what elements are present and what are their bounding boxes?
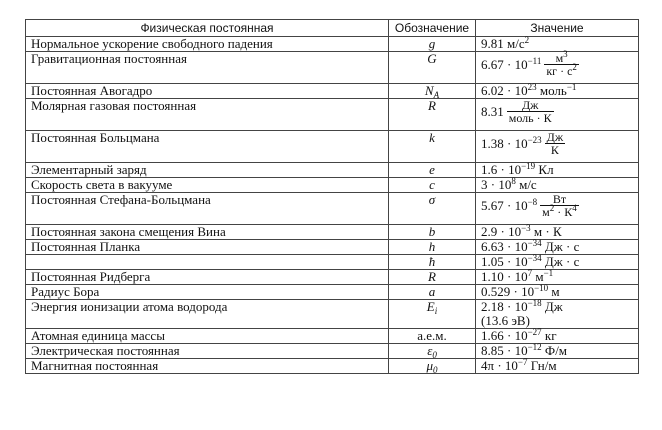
constant-symbol: $\mu_0$ <box>389 359 476 374</box>
table-row <box>26 193 639 225</box>
constant-value: $8.85 \cdot 10^{-12}$ Ф/м <box>476 344 639 359</box>
constant-name: Магнитная постоянная <box>26 359 389 374</box>
constant-name: Элементарный заряд <box>26 163 389 178</box>
constant-symbol: g <box>389 37 476 52</box>
constant-name: Гравитационная постоянная <box>26 52 389 84</box>
header-row <box>26 20 639 37</box>
constant-value: $1.66 \cdot 10^{-27}$ кг <box>476 329 639 344</box>
constant-value: $3 \cdot 10^8$ м/с <box>476 178 639 193</box>
constant-symbol: $E_i$ <box>389 300 476 329</box>
constant-symbol: ħ <box>389 255 476 270</box>
constant-value: $6.63 \cdot 10^{-34}$ Дж · с <box>476 240 639 255</box>
constant-value: 9.81 $м/с^2$ <box>476 37 639 52</box>
constant-name: Постоянная Больцмана <box>26 131 389 163</box>
table-row <box>26 52 639 84</box>
table-row <box>26 300 639 329</box>
constant-value: $5.67 \cdot 10^{-8}$ $\frac{Вт}{м^2 \cdot К^4}$ <box>476 193 639 225</box>
constant-name: Постоянная Планка <box>26 240 389 255</box>
constant-value: $6.02 \cdot 10^{23}$ моль$^{-1}$ <box>476 84 639 99</box>
constant-name: Постоянная закона смещения Вина <box>26 225 389 240</box>
constant-name: Электрическая постоянная <box>26 344 389 359</box>
constant-value: $2.9 \cdot 10^{-3}$ м · К <box>476 225 639 240</box>
constant-symbol: e <box>389 163 476 178</box>
table-row <box>26 131 639 163</box>
constant-symbol: a <box>389 285 476 300</box>
table-row <box>26 84 639 99</box>
constant-name: Энергия ионизации атома водорода <box>26 300 389 329</box>
constant-name: Постоянная Авогадро <box>26 84 389 99</box>
table-row <box>26 240 639 255</box>
constant-name: Постоянная Стефана-Больцмана <box>26 193 389 225</box>
table-row <box>26 178 639 193</box>
table-row <box>26 37 639 52</box>
constant-symbol: k <box>389 131 476 163</box>
constant-value: $6.67 \cdot 10^{-11}$ $\frac{м^3}{кг \cdot с^2}$ <box>476 52 639 84</box>
constant-value: $1.38 \cdot 10^{-23}$ $\frac{Дж}{К}$ <box>476 131 639 163</box>
table-row <box>26 225 639 240</box>
constant-name <box>26 255 389 270</box>
table-row <box>26 344 639 359</box>
constant-name: Радиус Бора <box>26 285 389 300</box>
header-name: Физическая постоянная <box>26 20 389 37</box>
constants-table <box>25 19 639 374</box>
constant-value: 8.31 $\frac{Дж}{\text{моль · К}}$ <box>476 99 639 131</box>
constant-name: Молярная газовая постоянная <box>26 99 389 131</box>
constant-value: $1.10 \cdot 10^7$ $м^{-1}$ <box>476 270 639 285</box>
constant-value: $1.05 \cdot 10^{-34}$ Дж · с <box>476 255 639 270</box>
constant-symbol: а.е.м. <box>389 329 476 344</box>
constant-name: Скорость света в вакууме <box>26 178 389 193</box>
table-row <box>26 163 639 178</box>
constant-symbol: σ <box>389 193 476 225</box>
table-row <box>26 99 639 131</box>
constant-value: $1.6 \cdot 10^{-19}$ Кл <box>476 163 639 178</box>
constant-symbol: $\varepsilon_0$ <box>389 344 476 359</box>
constant-value: $4\pi \cdot 10^{-7}$ Гн/м <box>476 359 639 374</box>
table-row <box>26 359 639 374</box>
constant-symbol: h <box>389 240 476 255</box>
constant-value: $2.18 \cdot 10^{-18}$ Дж (13.6 эВ) <box>476 300 639 329</box>
constant-value: $0.529 \cdot 10^{-10}$ м <box>476 285 639 300</box>
constant-symbol: R <box>389 270 476 285</box>
constant-name: Постоянная Ридберга <box>26 270 389 285</box>
header-symbol: Обозначение <box>389 20 476 37</box>
constant-symbol: c <box>389 178 476 193</box>
header-value: Значение <box>476 20 639 37</box>
constant-symbol: R <box>389 99 476 131</box>
constant-symbol: G <box>389 52 476 84</box>
table-row <box>26 285 639 300</box>
constant-symbol: b <box>389 225 476 240</box>
constant-symbol: $N_A$ <box>389 84 476 99</box>
table-row <box>26 329 639 344</box>
constant-name: Атомная единица массы <box>26 329 389 344</box>
constant-name: Нормальное ускорение свободного падения <box>26 37 389 52</box>
